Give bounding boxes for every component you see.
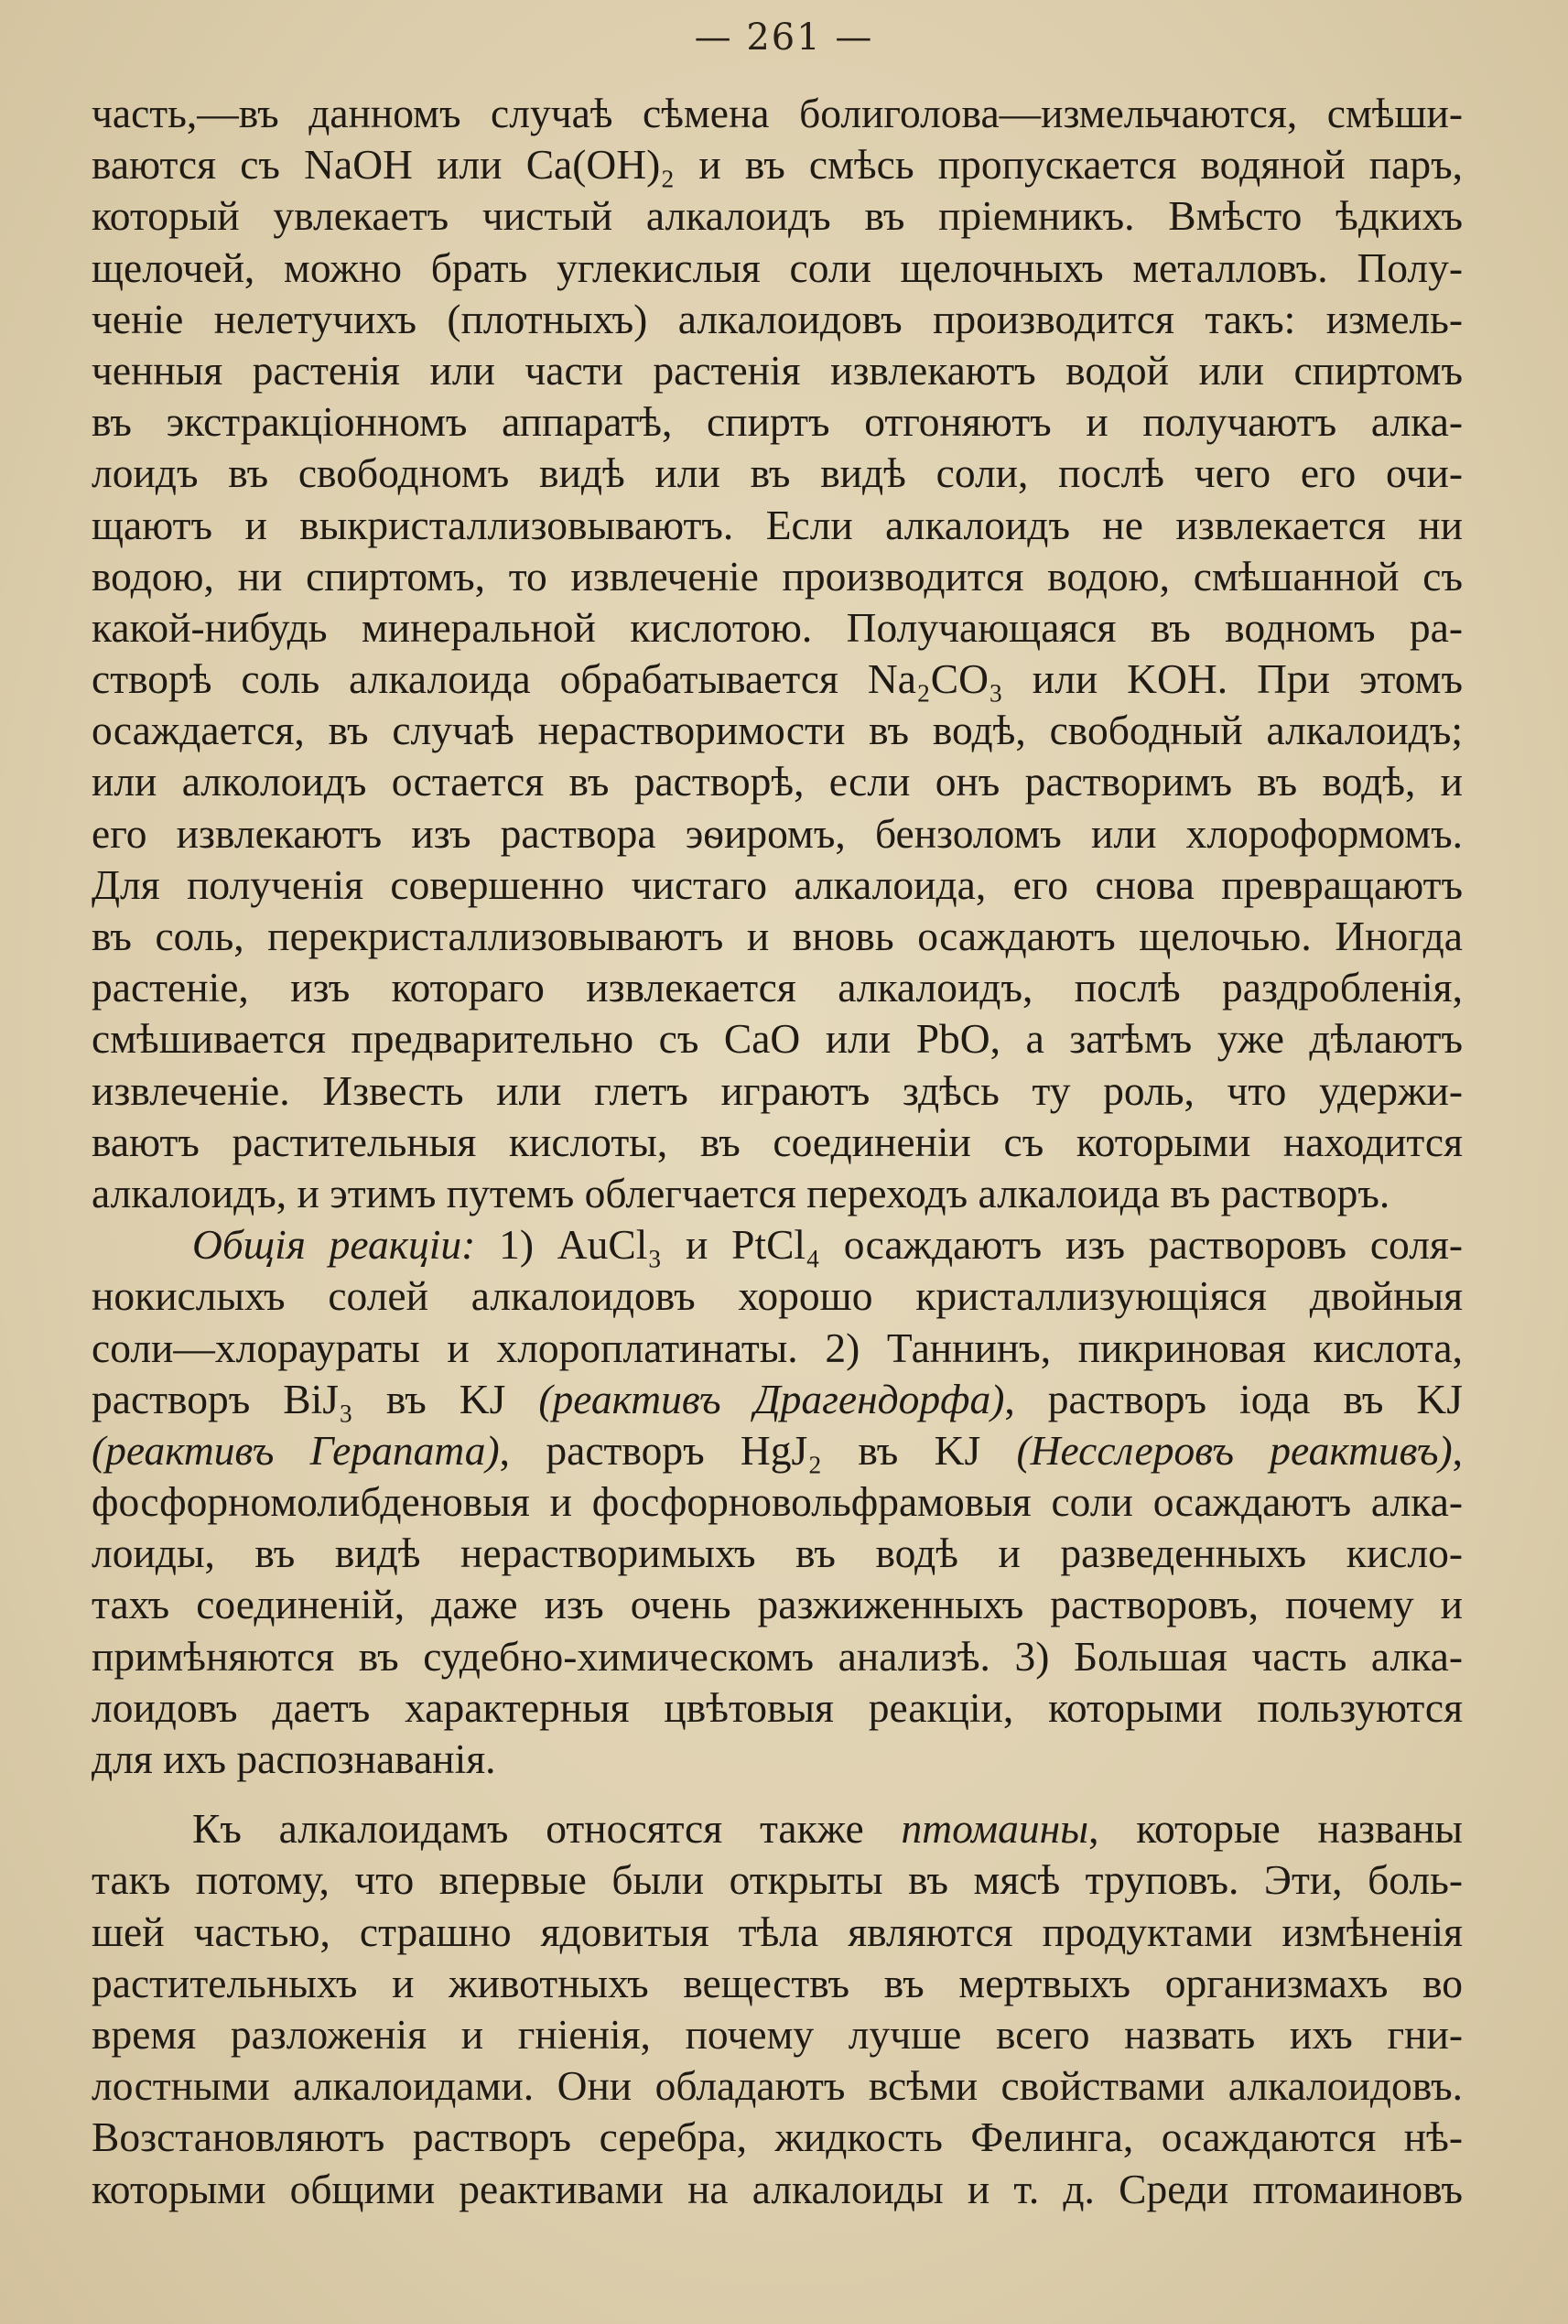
text-line: (реактивъ Герапата), растворъ HgJ₂ въ KJ (Несслеровъ реактивъ), (92, 1426, 1463, 1474)
text-line: соли—хлораураты и хлороплатинаты. 2) Таннинъ, пикриновая кислота, (92, 1324, 1463, 1371)
text-line: растеніе, изъ котораго извлекается алкалоидъ, послѣ раздробленія, (92, 964, 1463, 1011)
text-line: створѣ соль алкалоида обрабатывается Na₂CO₃ или KOH. При этомъ (92, 655, 1463, 703)
text-line: смѣшивается предварительно съ CaO или PbO, а затѣмъ уже дѣлаютъ (92, 1015, 1463, 1063)
text-line: ваютъ растительныя кислоты, въ соединеніи съ которыми находится (92, 1118, 1463, 1165)
text-line: растворъ BiJ₃ въ KJ (реактивъ Драгендорфа), растворъ іода въ KJ (92, 1375, 1463, 1422)
italic-term: Общія реакціи: (192, 1221, 476, 1269)
text-line: въ экстракціонномъ аппаратѣ, спиртъ отгоняютъ и получаютъ алка- (92, 398, 1463, 446)
text-line: лостными алкалоидами. Они обладаютъ всѣми свойствами алкалоидовъ. (92, 2062, 1463, 2110)
text-line: для ихъ распознаванія. (92, 1735, 496, 1782)
text-line: часть,—въ данномъ случаѣ сѣмена болиголова—измельчаются, смѣши- (92, 90, 1463, 136)
text-line: извлеченіе. Известь или глетъ играютъ здѣсь ту роль, что удержи- (92, 1066, 1463, 1114)
text-line: въ соль, перекристаллизовываютъ и вновь осаждаютъ щелочью. Иногда (92, 913, 1463, 959)
text-line: которыми общими реактивами на алкалоиды и т. д. Среди птомаиновъ (92, 2165, 1463, 2212)
text-line: ченныя растенія или части растенія извлекаютъ водой или спиртомъ (92, 346, 1463, 394)
text-line: лоидъ въ свободномъ видѣ или въ видѣ соли, послѣ чего его очи- (92, 449, 1463, 497)
text-line: тахъ соединеній, даже изъ очень разжиженныхъ растворовъ, почему и (92, 1581, 1463, 1628)
text-line: водою, ни спиртомъ, то извлеченіе производится водою, смѣшанной съ (92, 552, 1463, 600)
paragraph-gap (92, 1785, 1463, 1803)
page-number-header: — 261 — (694, 16, 874, 59)
text-line: Для полученія совершенно чистаго алкалоида, его снова превращаютъ (92, 860, 1463, 908)
text-line: который увлекаетъ чистый алкалоидъ въ пріемникъ. Вмѣсто ѣдкихъ (92, 192, 1463, 240)
text-line: примѣняются въ судебно-химическомъ анализѣ. 3) Большая часть алка- (92, 1632, 1463, 1680)
paragraph-general-reactions (92, 1219, 1463, 1785)
text-line: шей частью, страшно ядовитыя тѣла являются продуктами измѣненія (92, 1908, 1463, 1955)
text-line: Къ алкалоидамъ относятся также птомаины, которые названы (192, 1805, 1464, 1853)
text-line: или алколоидъ остается въ растворѣ, если онъ растворимъ въ водѣ, и (92, 758, 1463, 805)
text-line: ваются съ NaOH или Ca(OH)₂ и въ смѣсь пропускается водяной паръ, (92, 141, 1463, 189)
text-line: какой-нибудь минеральной кислотою. Получающаяся въ водномъ ра- (92, 603, 1463, 651)
italic-term: (реактивъ Герапата) (92, 1426, 500, 1474)
italic-term: (Несслеровъ реактивъ) (1016, 1426, 1453, 1474)
paragraph-ptomaines (92, 1803, 1463, 2215)
text-line: нокислыхъ солей алкалоидовъ хорошо кристаллизующіяся двойныя (92, 1272, 1463, 1320)
italic-term: птомаины (901, 1805, 1089, 1853)
text-line: время разложенія и гніенія, почему лучше всего назвать ихъ гни- (92, 2010, 1463, 2058)
italic-term: (реактивъ Драгендорфа) (538, 1375, 1005, 1422)
text-line: фосфорномолибденовыя и фосфорновольфрамовыя соли осаждаютъ алка- (92, 1478, 1463, 1526)
text-line: осаждается, въ случаѣ нерастворимости въ водѣ, свободный алкалоидъ; (92, 707, 1463, 754)
text-line: лоидовъ даетъ характерныя цвѣтовыя реакціи, которыми пользуются (92, 1683, 1463, 1731)
text-line: растительныхъ и животныхъ веществъ въ мертвыхъ организмахъ во (92, 1959, 1463, 2006)
text-line: алкалоидъ, и этимъ путемъ облегчается переходъ алкалоида въ растворъ. (92, 1169, 1390, 1216)
body-text (92, 88, 1463, 2215)
text-line: его извлекаютъ изъ раствора эѳиромъ, бензоломъ или хлороформомъ. (92, 809, 1463, 857)
text-line: щаютъ и выкристаллизовываютъ. Если алкалоидъ не извлекается ни (92, 501, 1463, 548)
text-line: такъ потому, что впервые были открыты въ мясѣ труповъ. Эти, боль- (92, 1856, 1463, 1904)
text-line: щелочей, можно брать углекислыя соли щелочныхъ металловъ. Полу- (92, 243, 1463, 291)
paragraph-alkaloid-extraction (92, 88, 1463, 1219)
text-line: Возстановляютъ растворъ серебра, жидкость Фелинга, осаждаются нѣ- (92, 2113, 1463, 2161)
text-line: лоиды, въ видѣ нерастворимыхъ въ водѣ и разведенныхъ кисло- (92, 1530, 1463, 1577)
text-line: Общія реакціи: 1) AuCl₃ и PtCl₄ осаждаютъ изъ растворовъ соля- (192, 1221, 1463, 1269)
text-line: ченіе нелетучихъ (плотныхъ) алкалоидовъ производится такъ: измель- (92, 295, 1463, 342)
